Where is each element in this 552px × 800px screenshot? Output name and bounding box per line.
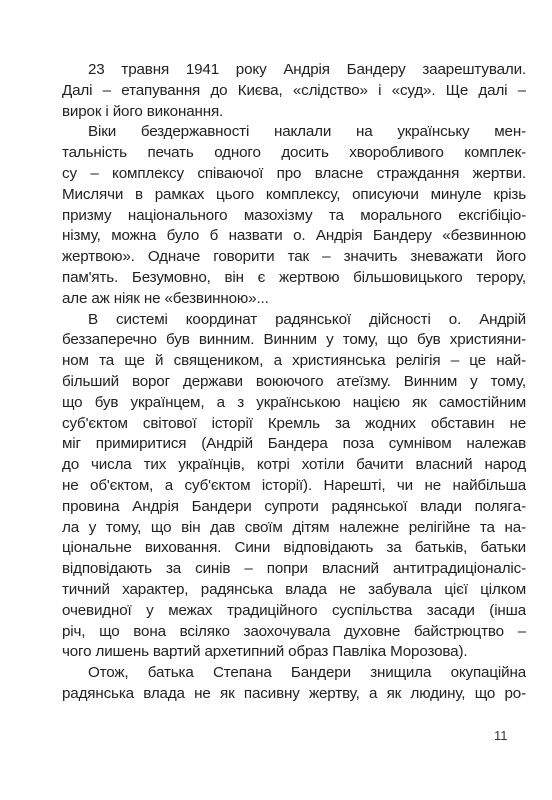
text-line: до числа тих українців, котрі хотіли бачити власний народ	[62, 456, 526, 474]
text-line: ціональне виховання. Сини відповідають за батьків, батьки	[62, 539, 526, 557]
text-line: міг примиритися (Андрій Бандера поза сумнівом належав	[62, 435, 526, 453]
text-line: вирок і його виконання.	[62, 102, 224, 120]
text-line: тичний характер, радянська влада не забувала цієї цілком	[62, 580, 526, 598]
paragraph	[62, 310, 526, 664]
text-line: не об'єктом, а суб'єктом історії). Нарешті, чи не найбільша	[62, 476, 526, 494]
text-line: беззаперечно був винним. Винним у тому, що був християни-	[62, 331, 526, 349]
text-line: Мислячи в рамках цього комплексу, описуючи минуле крізь	[62, 185, 526, 203]
text-line: але аж ніяк не «безвинною»...	[62, 289, 269, 307]
text-line: нізму, можна було б назвати о. Андрія Бандеру «безвинною	[62, 227, 526, 245]
text-line: пам'ять. Безумовно, він є жертвою більшовицького терору,	[62, 268, 526, 286]
text-line: ла у тому, що він дав своїм дітям належне релігійне та на-	[62, 518, 526, 536]
text-line: більший ворог держави воюючого атеїзму. Винним у тому,	[62, 372, 526, 390]
text-line: Віки бездержавності наклали на українську мен-	[88, 123, 526, 141]
text-line: провина Андрія Бандери супроти радянської влади полягa-	[62, 497, 526, 515]
text-line: що був українцем, а з українською нацією як самостійним	[62, 393, 526, 411]
text-line: річ, що вона всіляко заохочувала духовне байстрюцтво –	[62, 622, 526, 640]
text-line: чого лишень вартий архетипний образ Павліка Морозова).	[62, 643, 468, 661]
paragraph	[62, 663, 526, 705]
text-line: Далі – етапування до Києва, «слідство» і «суд». Ще далі –	[62, 81, 526, 99]
text-line: жертвою». Одначе говорити так – значить зневажати його	[62, 248, 526, 266]
text-line: відповідають за синів – попри власний антитрадиціоналіс-	[62, 560, 526, 578]
page-number: 11	[494, 728, 508, 743]
text-line: призму національного мазохізму та морального ексгібіціо-	[62, 206, 526, 224]
paragraph	[62, 122, 526, 309]
text-line: радянська влада не як пасивну жертву, а як людину, що ро-	[62, 684, 526, 702]
text-line: су – комплексу співаючої про власне страждання жертви.	[62, 164, 526, 182]
paragraph	[62, 60, 526, 122]
text-line: Отож, батька Степана Бандери знищила окупаційна	[88, 664, 526, 682]
text-line: очевидної у межах традиційного суспільства засади (інша	[62, 601, 526, 619]
text-line: 23 травня 1941 року Андрія Бандеру заарештували.	[88, 61, 526, 78]
text-line: тальність печать одного досить хворобливого комплек-	[62, 144, 526, 162]
body-text	[62, 60, 526, 705]
text-line: суб'єктом світової історії Кремль за жодних обставин не	[62, 414, 526, 432]
text-line: В системі координат радянської дійсності о. Андрій	[88, 310, 526, 328]
text-line: ном та ще й священиком, а християнська релігія – це най-	[62, 352, 526, 370]
